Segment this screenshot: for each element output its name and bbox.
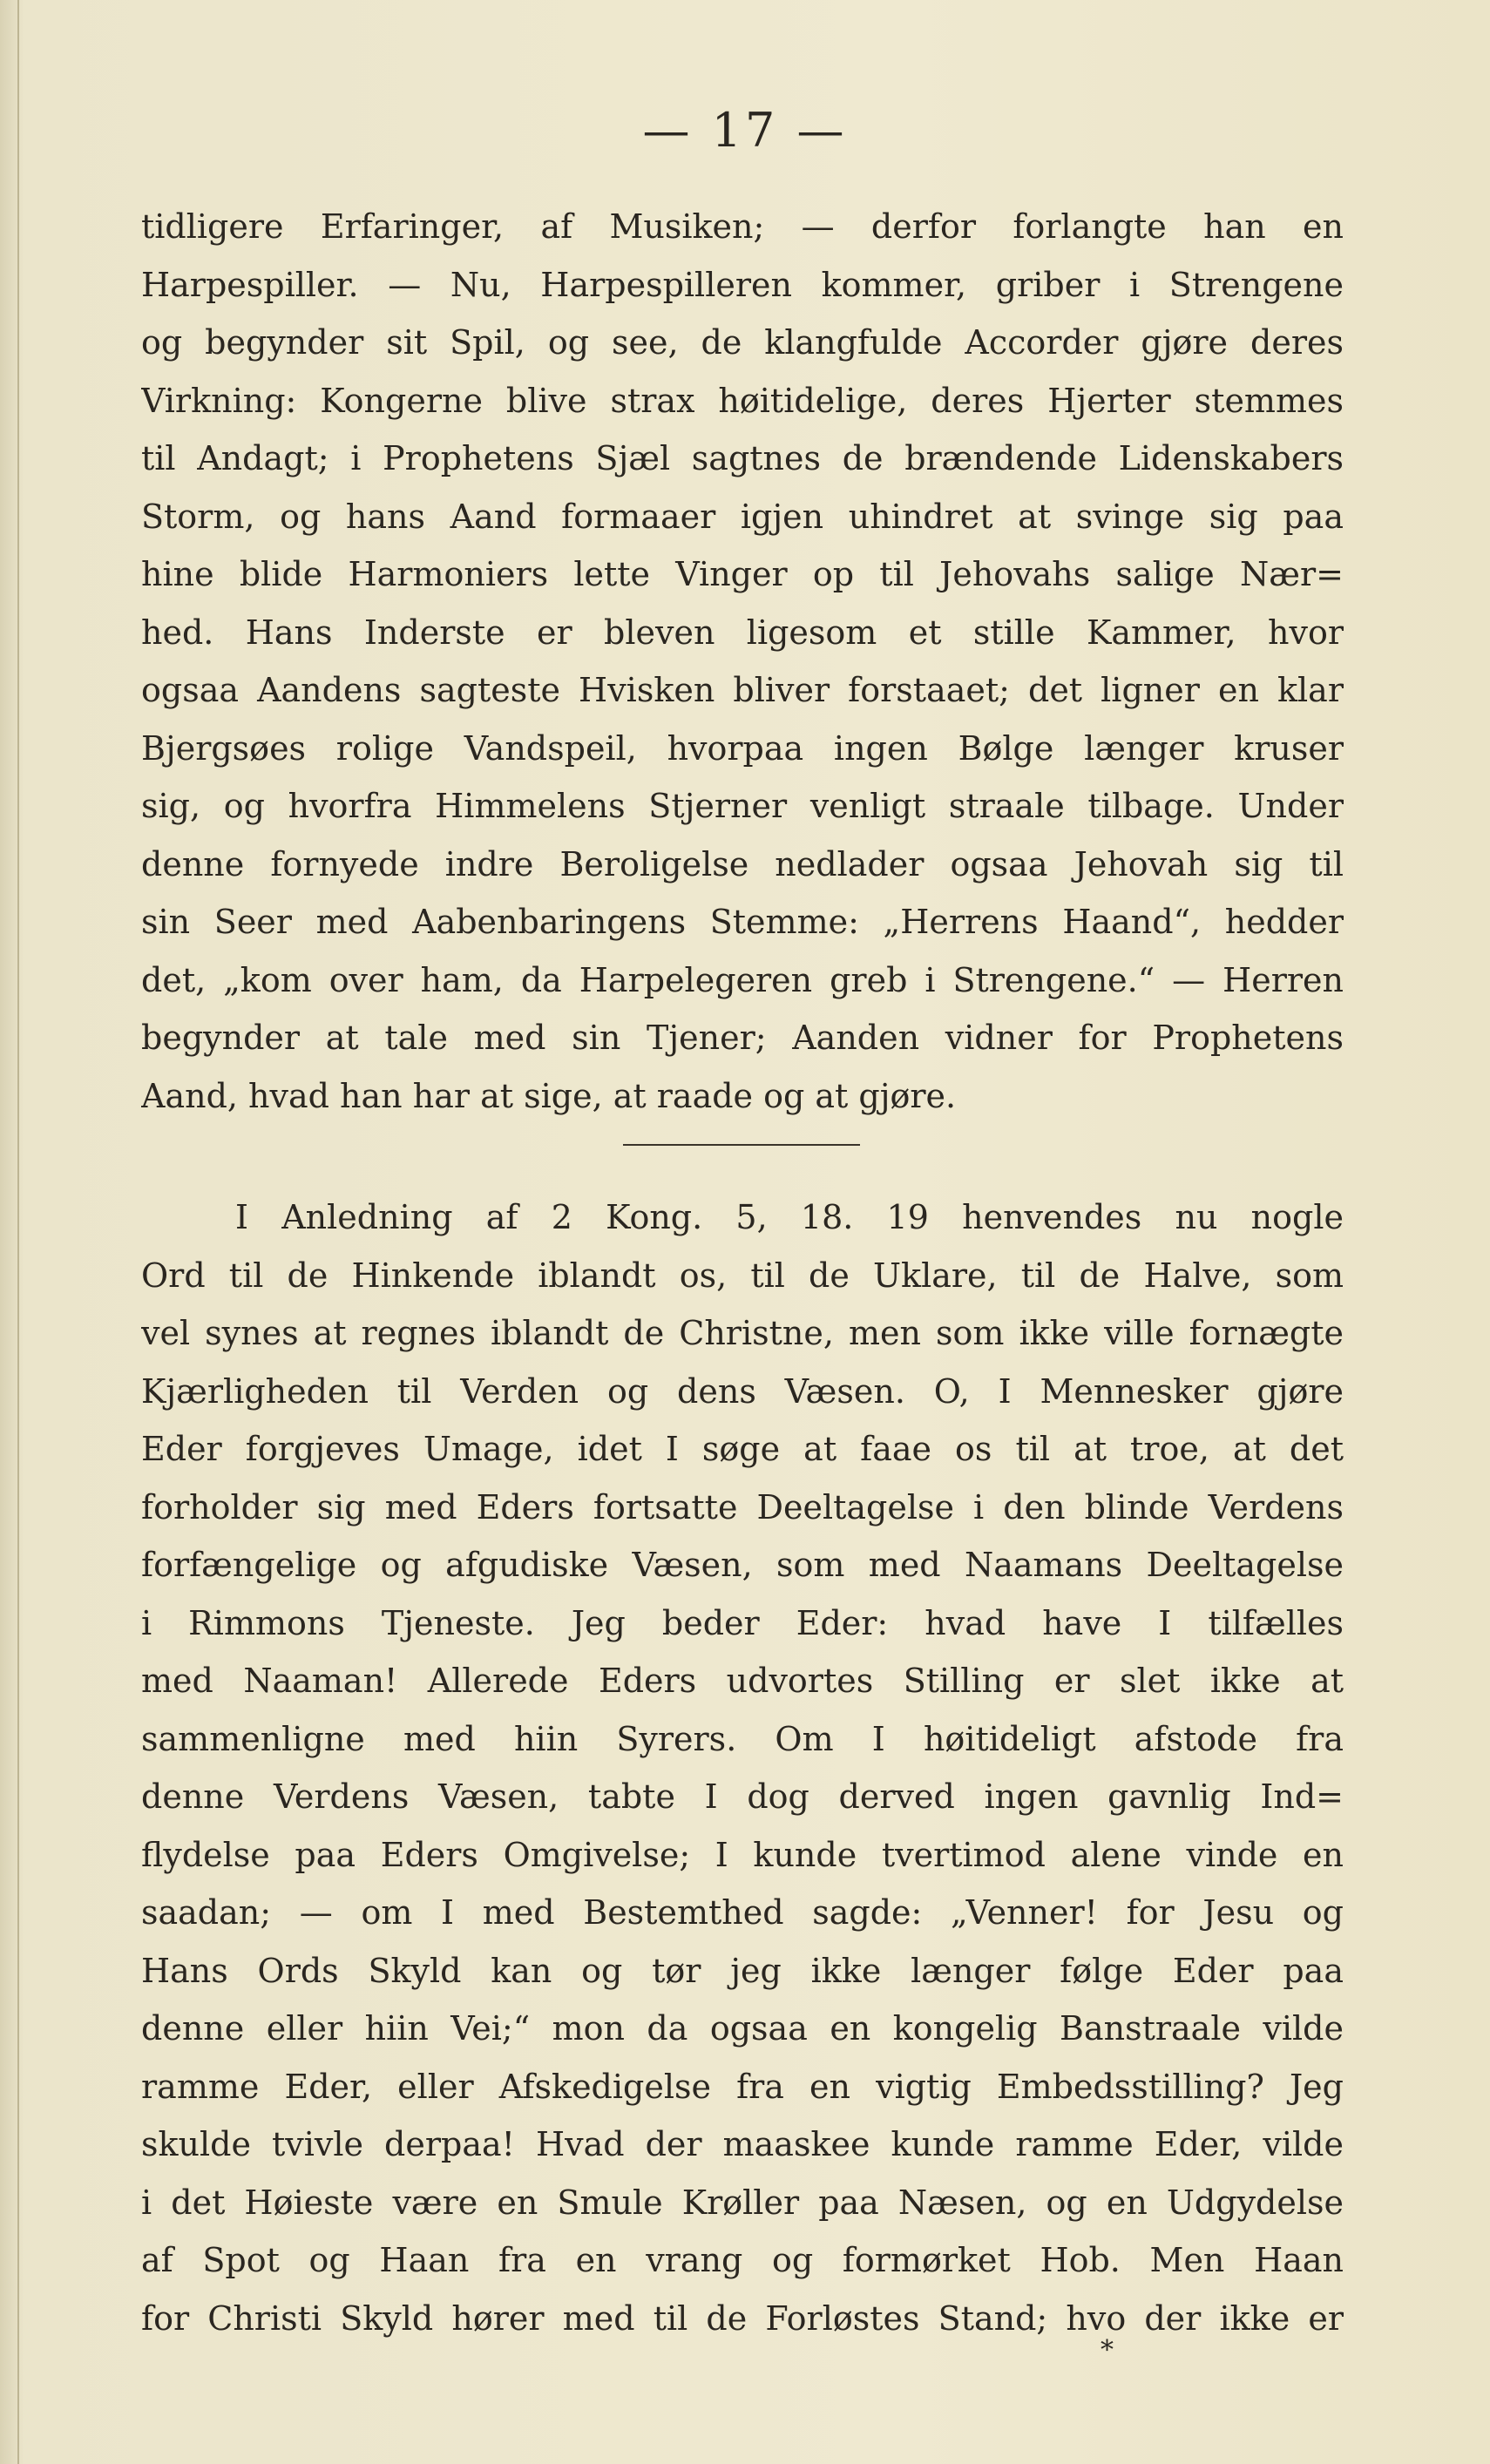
- page-number: — 17 —: [642, 103, 848, 158]
- text-line: Harpespiller. — Nu, Harpespilleren kommer, griber i Strengene: [141, 265, 1344, 304]
- text-line: Hans Ords Skyld kan og tør jeg ikke længer følge Eder paa: [141, 1951, 1344, 1990]
- text-line: skulde tvivle derpaa! Hvad der maaskee kunde ramme Eder, vilde: [141, 2125, 1344, 2163]
- text-line: denne Verdens Væsen, tabte I dog derved ingen gavnlig Ind=: [141, 1777, 1344, 1816]
- text-line: hed. Hans Inderste er bleven ligesom et stille Kammer, hvor: [141, 613, 1344, 652]
- text-line: Aand, hvad han har at sige, at raade og at gjøre.: [141, 1076, 957, 1115]
- paragraph-1: [141, 198, 1344, 1125]
- footnote-mark: *: [1101, 2335, 1114, 2366]
- text-line: i Rimmons Tjeneste. Jeg beder Eder: hvad have I tilfælles: [141, 1603, 1344, 1642]
- section-divider: [623, 1144, 860, 1146]
- text-line: hine blide Harmoniers lette Vinger op til Jehovahs salige Nær=: [141, 555, 1344, 593]
- text-line: ramme Eder, eller Afskedigelse fra en vigtig Embedsstilling? Jeg: [141, 2067, 1344, 2106]
- text-line: forholder sig med Eders fortsatte Deeltagelse i den blinde Verdens: [141, 1487, 1344, 1526]
- text-line: sammenligne med hiin Syrers. Om I høitideligt afstode fra: [141, 1719, 1344, 1758]
- text-line: Virkning: Kongerne blive strax høitidelige, deres Hjerter stemmes: [141, 381, 1344, 420]
- text-line: Ord til de Hinkende iblandt os, til de Uklare, til de Halve, som: [141, 1256, 1344, 1295]
- text-line: saadan; — om I med Bestemthed sagde: „Venner! for Jesu og: [141, 1893, 1344, 1932]
- text-line: flydelse paa Eders Omgivelse; I kunde tvertimod alene vinde en: [141, 1835, 1344, 1874]
- text-line: det, „kom over ham, da Harpelegeren greb i Strengene.“ — Herren: [141, 960, 1344, 999]
- text-line: Eder forgjeves Umage, idet I søge at faae os til at troe, at det: [141, 1430, 1344, 1468]
- text-line: I Anledning af 2 Kong. 5, 18. 19 henvendes nu nogle: [235, 1198, 1344, 1236]
- text-line: for Christi Skyld hører med til de Forløstes Stand; hvo der ikke er: [141, 2298, 1344, 2338]
- text-line: med Naaman! Allerede Eders udvortes Stilling er slet ikke at: [141, 1662, 1344, 1700]
- text-line: Bjergsøes rolige Vandspeil, hvorpaa ingen Bølge længer kruser: [141, 728, 1344, 768]
- text-line: i det Høieste være en Smule Krøller paa Næsen, og en Udgydelse: [141, 2183, 1344, 2222]
- text-line: Kjærligheden til Verden og dens Væsen. O, I Mennesker gjøre: [141, 1371, 1344, 1411]
- text-line: sig, og hvorfra Himmelens Stjerner venligt straale tilbage. Under: [141, 787, 1344, 825]
- text-line: ogsaa Aandens sagteste Hvisken bliver forstaaet; det ligner en klar: [141, 671, 1344, 709]
- page-gutter: [17, 0, 19, 2464]
- text-line: vel synes at regnes iblandt de Christne, men som ikke ville fornægte: [141, 1314, 1344, 1352]
- text-line: forfængelige og afgudiske Væsen, som med Naamans Deeltagelse: [141, 1546, 1344, 1584]
- text-line: Storm, og hans Aand formaaer igjen uhindret at svinge sig paa: [141, 497, 1344, 536]
- paragraph-2: [141, 1188, 1344, 2347]
- text-line: denne eller hiin Vei;“ mon da ogsaa en kongelig Banstraale vilde: [141, 2009, 1344, 2048]
- text-line: begynder at tale med sin Tjener; Aanden vidner for Prophetens: [141, 1019, 1344, 1057]
- text-line: tidligere Erfaringer, af Musiken; — derfor forlangte han en: [141, 207, 1344, 246]
- text-line: sin Seer med Aabenbaringens Stemme: „Herrens Haand“, hedder: [141, 903, 1344, 941]
- text-line: til Andagt; i Prophetens Sjæl sagtnes de brændende Lidenskabers: [141, 439, 1344, 477]
- text-line: og begynder sit Spil, og see, de klangfulde Accorder gjøre deres: [141, 323, 1344, 362]
- text-line: denne fornyede indre Beroligelse nedlader ogsaa Jehovah sig til: [141, 844, 1344, 883]
- text-line: af Spot og Haan fra en vrang og formørket Hob. Men Haan: [141, 2241, 1344, 2279]
